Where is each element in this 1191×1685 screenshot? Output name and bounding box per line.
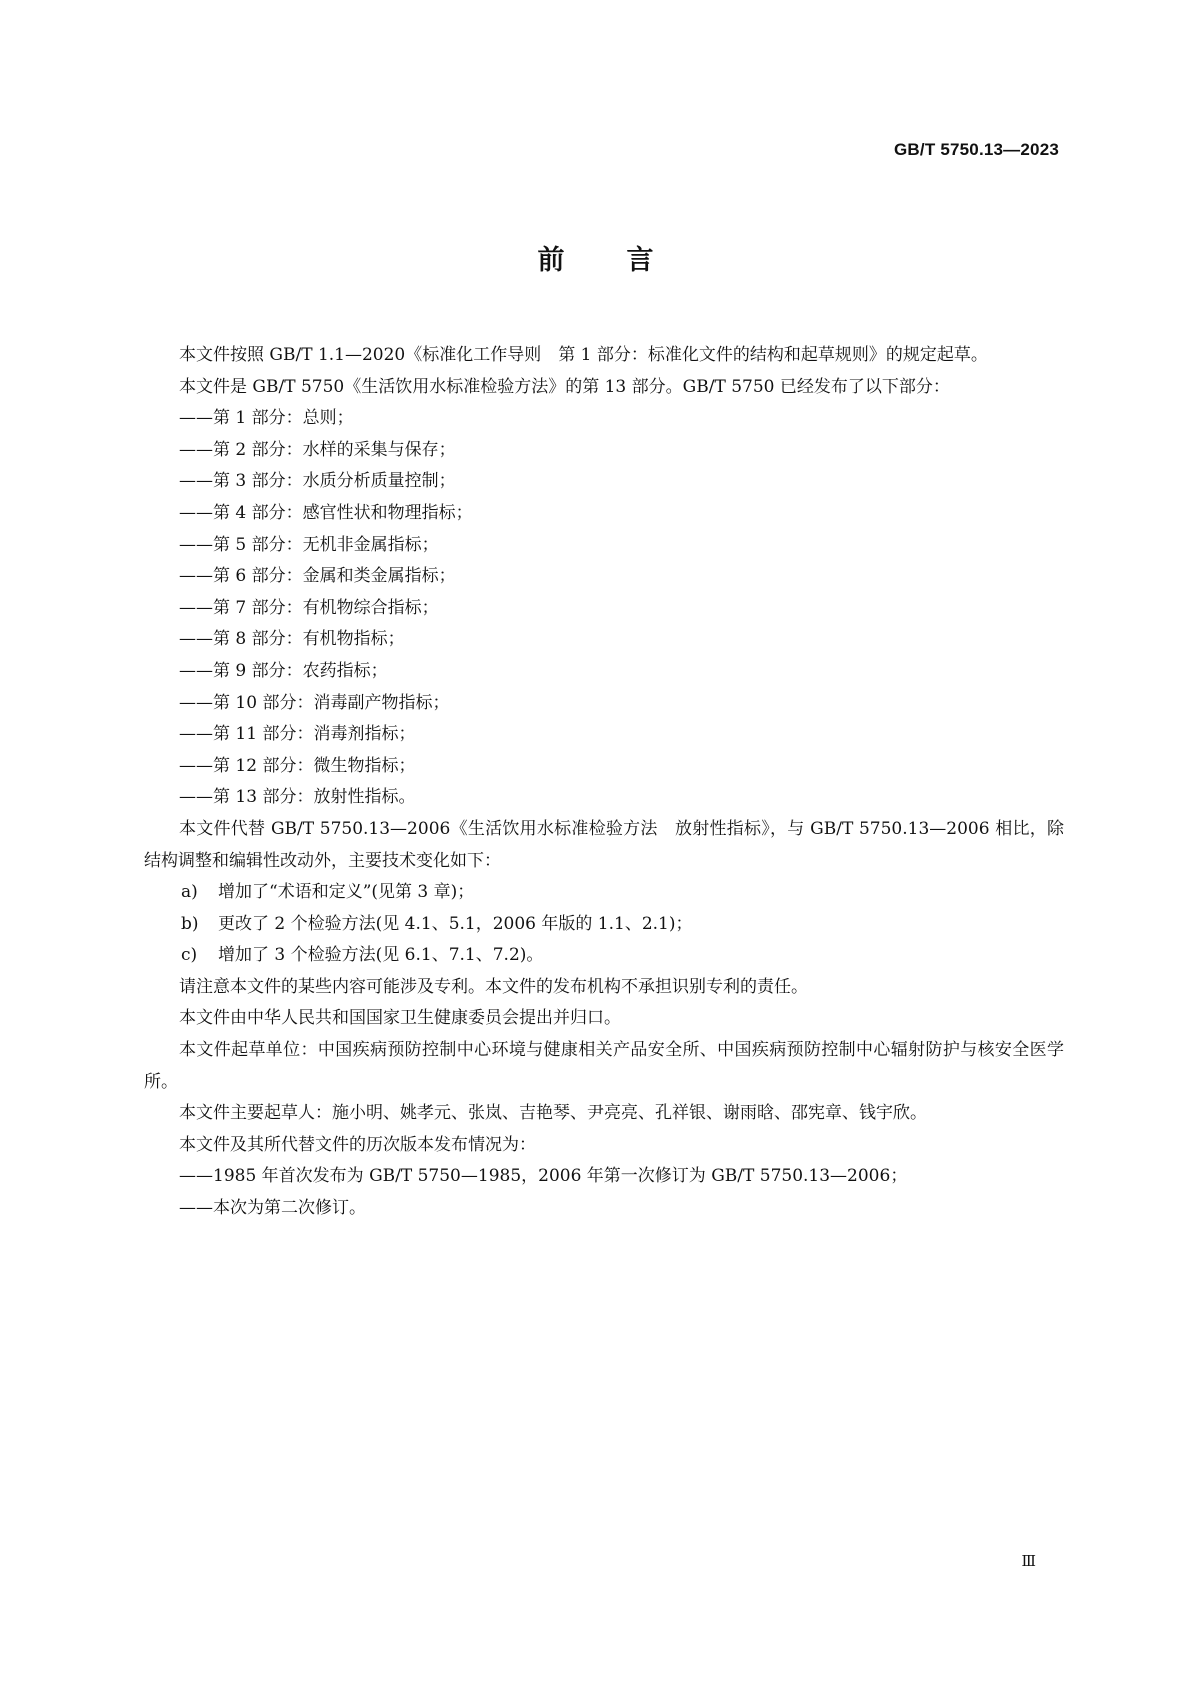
list-item-part-12: ——第 12 部分：微生物指标； [179, 755, 416, 776]
list-item-change-c [144, 940, 1064, 972]
list-item-part-1: ——第 1 部分：总则； [179, 408, 354, 429]
list-item-change-a [144, 877, 1064, 909]
list-text: 增加了 3 个检验方法(见 6.1、7.1、7.2)。 [218, 945, 544, 966]
list-item-part-10: ——第 10 部分：消毒副产物指标； [179, 692, 450, 713]
list-item-part-11: ——第 11 部分：消毒剂指标； [179, 724, 416, 745]
paragraph-part-intro: 本文件是 GB/T 5750《生活饮用水标准检验方法》的第 13 部分。GB/T 5750 已经发布了以下部分： [179, 376, 950, 397]
paragraph-drafting-rules: 本文件按照 GB/T 1.1—2020《标准化工作导则 第 1 部分：标准化文件的结构和起草规则》的规定起草。 [179, 345, 988, 365]
paragraph-drafters: 本文件主要起草人：施小明、姚孝元、张岚、吉艳琴、尹亮亮、孔祥银、谢雨晗、邵宪章、钱宇欣。 [179, 1103, 927, 1124]
list-item-part-13: ——第 13 部分：放射性指标。 [179, 787, 416, 808]
list-item-part-2: ——第 2 部分：水样的采集与保存； [179, 439, 456, 460]
paragraph-replacement: 本文件代替 GB/T 5750.13—2006《生活饮用水标准检验方法 放射性指标》，与 GB/T 5750.13—2006 相比，除结构调整和编辑性改动外，主要技术变化如下： [144, 818, 1064, 871]
document-body [144, 340, 1064, 1225]
list-item-part-9: ——第 9 部分：农药指标； [179, 660, 388, 681]
list-item-part-4: ——第 4 部分：感官性状和物理指标； [179, 502, 473, 523]
list-item-part-5: ——第 5 部分：无机非金属指标； [179, 534, 439, 555]
list-item-part-3: ——第 3 部分：水质分析质量控制； [179, 471, 456, 492]
paragraph-history-intro: 本文件及其所代替文件的历次版本发布情况为： [179, 1134, 536, 1155]
list-item-change-b [144, 909, 1064, 941]
list-item-part-7: ——第 7 部分：有机物综合指标； [179, 597, 439, 618]
list-item-history-1: ——1985 年首次发布为 GB/T 5750—1985，2006 年第一次修订为 GB/T 5750.13—2006； [179, 1166, 908, 1187]
page-title: 前言 [537, 245, 716, 276]
paragraph-patent-notice: 请注意本文件的某些内容可能涉及专利。本文件的发布机构不承担识别专利的责任。 [179, 976, 808, 997]
list-item-part-6: ——第 6 部分：金属和类金属指标； [179, 566, 456, 587]
list-item-part-8: ——第 8 部分：有机物指标； [179, 629, 405, 650]
list-marker: b) [181, 913, 199, 934]
list-marker: a) [181, 882, 198, 903]
list-marker: c) [181, 945, 198, 966]
list-item-history-2: ——本次为第二次修订。 [179, 1198, 366, 1219]
list-text: 更改了 2 个检验方法(见 4.1、5.1，2006 年版的 1.1、2.1)； [218, 913, 693, 934]
list-text: 增加了“术语和定义”(见第 3 章)； [218, 882, 475, 903]
paragraph-drafting-units: 本文件起草单位：中国疾病预防控制中心环境与健康相关产品安全所、中国疾病预防控制中心辐射防护与核安全医学所。 [144, 1040, 1064, 1092]
paragraph-proposer: 本文件由中华人民共和国国家卫生健康委员会提出并归口。 [179, 1008, 621, 1029]
page-number: Ⅲ [1021, 1552, 1036, 1570]
document-code: GB/T 5750.13—2023 [894, 140, 1059, 159]
